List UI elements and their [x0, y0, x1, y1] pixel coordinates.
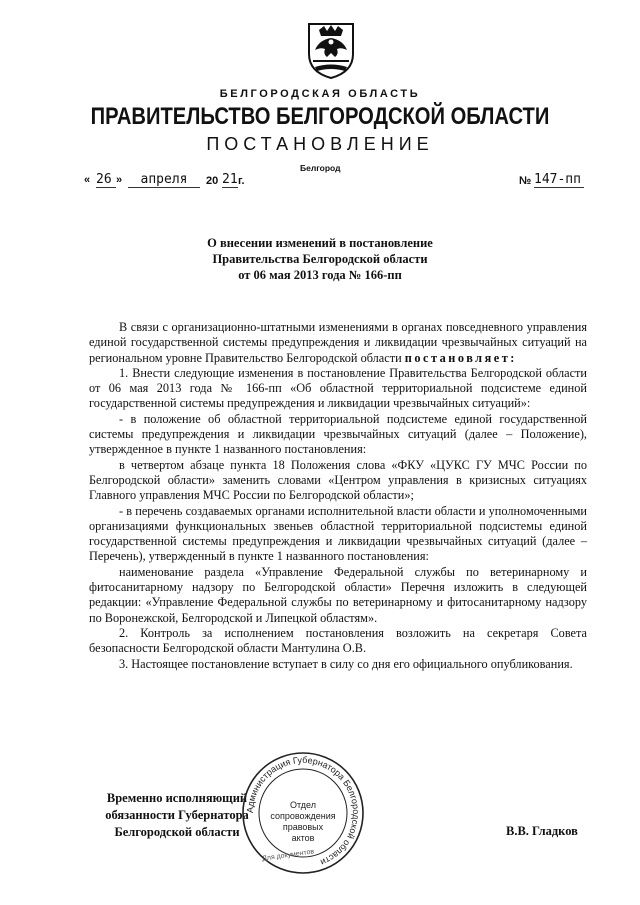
- body-paragraph: 1. Внести следующие изменения в постановление Правительства Белгородской области от 06 мая 2013 года № 166-пп «Об областной территориальной подсистеме единой государственной системы предупреждения и ликвидации чрезвычайных ситуаций»:: [89, 365, 587, 411]
- signatory-name: В.В. Гладков: [506, 824, 578, 838]
- stamp-bottom-text: Для документов: [261, 848, 315, 863]
- body-paragraph: 2. Контроль за исполнением постановления возложить на секретаря Совета безопасности Белгородской области Мантулина О.В.: [89, 625, 587, 656]
- title-line: О внесении изменений в постановление: [207, 236, 433, 250]
- body-paragraph: 3. Настоящее постановление вступает в силу со дня его официального опубликования.: [119, 656, 573, 671]
- position-line: обязанности Губернатора: [105, 808, 249, 822]
- stamp-line: правовых: [282, 822, 324, 832]
- date-close-quote: »: [116, 174, 123, 186]
- position-line: Временно исполняющий: [106, 791, 248, 805]
- resolve-word: постановляет:: [404, 350, 517, 365]
- date-day: 26: [96, 172, 116, 188]
- title-line: от 06 мая 2013 года № 166-пп: [238, 268, 402, 282]
- stamp-ring-text: Администрация Губернатора Белгородской области: [244, 754, 362, 868]
- body-paragraph: - в перечень создаваемых органами исполнительной власти области и уполномоченными организациями функциональных звеньев областной территориальной подсистемы единой государственной системы предупреждения и ликвидации чрезвычайных ситуаций (далее – Перечень), утвержденный в пункте 1 названного постановления:: [89, 503, 587, 564]
- date-month: апреля: [128, 172, 200, 188]
- body-paragraph: наименование раздела «Управление Федеральной службы по ветеринарному и фитосанитарному надзору по Белгородской области» Перечня изложить в следующей редакции: «Управление Федеральной службы по ветеринарному и фитосанитарному надзору по Воронежской, Белгородской и Липецкой областям».: [89, 564, 587, 625]
- government-name: ПРАВИТЕЛЬСТВО БЕЛГОРОДСКОЙ ОБЛАСТИ: [90, 103, 550, 130]
- number-prefix: №: [519, 175, 532, 187]
- date-open-quote: «: [84, 174, 91, 186]
- body-paragraph: в четвертом абзаце пункта 18 Положения слова «ФКУ «ЦУКС ГУ МЧС России по Белгородской области» заменить словами «Центром управления в кризисных ситуациях Главного управления МЧС России по Белгородской области»;: [89, 457, 587, 503]
- stamp-center: [270, 800, 336, 844]
- body-paragraph: [89, 320, 587, 366]
- document-body: [89, 320, 587, 672]
- document-type: ПОСТАНОВЛЕНИЕ: [206, 134, 434, 154]
- title-line: Правительства Белгородской области: [212, 252, 428, 266]
- body-text: В связи с организационно-штатными изменениями в органах повседневного управления единой государственной системы предупреждения и ликвидации чрезвычайных ситуаций на региональном уровне Правительство Белгородской области: [89, 320, 587, 365]
- date-year-suffix: 21: [222, 172, 238, 187]
- date-year-prefix: 20: [206, 175, 219, 187]
- region-name: БЕЛГОРОДСКАЯ ОБЛАСТЬ: [219, 88, 421, 100]
- coat-of-arms-icon: [305, 20, 357, 80]
- date-year-abbr: г.: [238, 175, 245, 187]
- date-number-line: [84, 172, 584, 192]
- document-title: [0, 235, 640, 283]
- document-number: 147-пп: [534, 172, 584, 188]
- stamp-line: Отдел: [289, 800, 317, 810]
- city-name: Белгород: [300, 163, 341, 173]
- position-line: Белгородской области: [114, 825, 240, 839]
- signatory-position: [92, 790, 262, 841]
- stamp-line: актов: [291, 833, 315, 843]
- body-paragraph: - в положение об областной территориальной подсистеме единой государственной системы предупреждения и ликвидации чрезвычайных ситуаций (далее – Положение), утвержденное в пункте 1 названного постановления:: [89, 411, 587, 457]
- stamp-line: сопровождения: [270, 811, 336, 821]
